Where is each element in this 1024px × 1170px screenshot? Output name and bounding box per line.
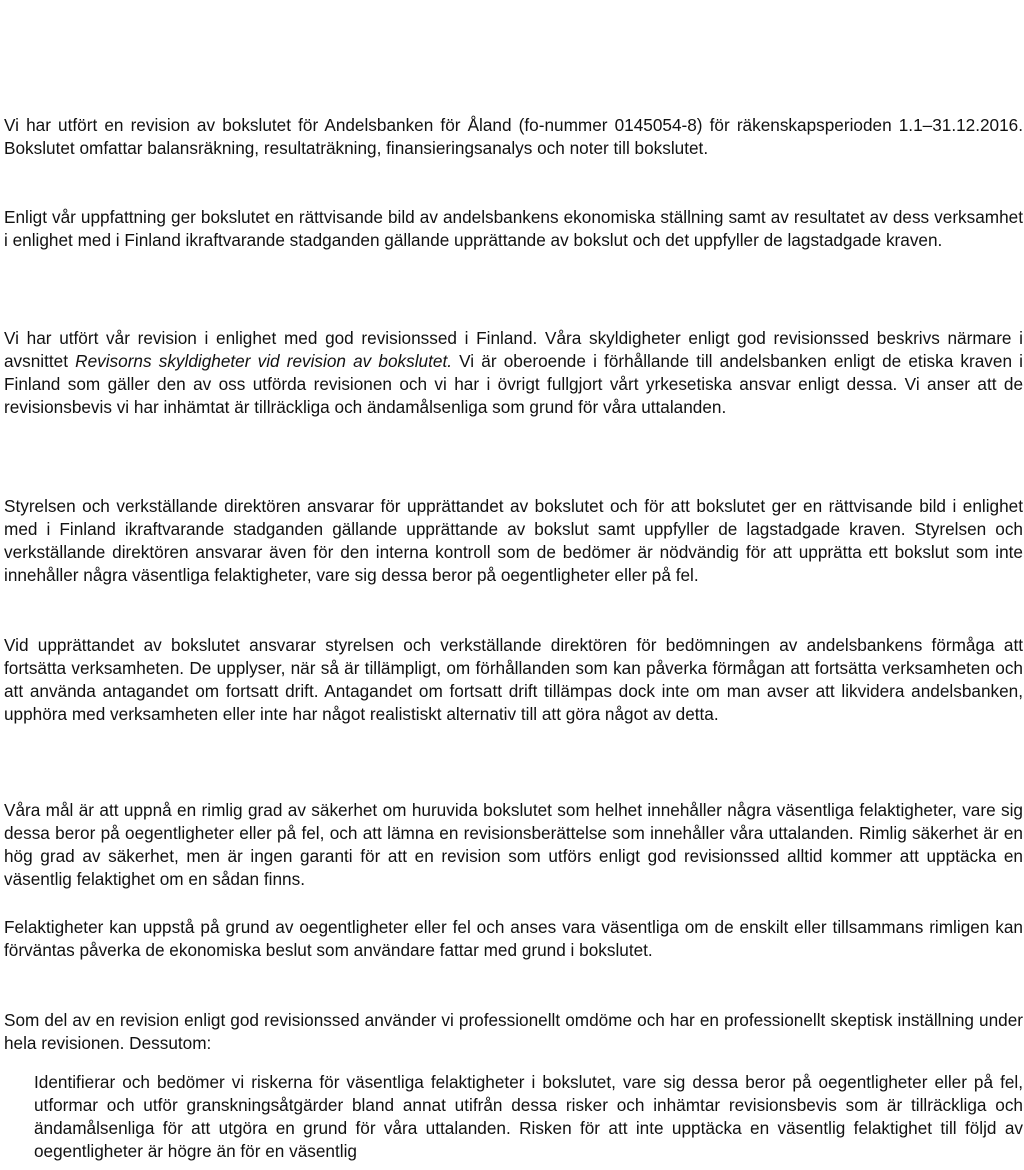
paragraph-basis-section-reference: Revisorns skyldigheter vid revision av bokslutet. (75, 351, 452, 371)
paragraph-opinion: Enligt vår uppfattning ger bokslutet en rättvisande bild av andelsbankens ekonomiska ställning samt av resultatet av dess verksamhet i enlighet med i Finland ikraftvarande stadganden gällande upprättande av bokslut och det uppfyller de lagstadgade kraven. (4, 207, 1023, 250)
paragraph-professional-judgement: Som del av en revision enligt god revisionssed använder vi professionellt omdöme och har en professionellt skeptisk inställning under hela revisionen. Dessutom: (4, 1010, 1023, 1053)
paragraph-basis (4, 327, 1023, 419)
list-item: Identifierar och bedömer vi riskerna för väsentliga felaktigheter i bokslutet, vare sig dessa beror på oegentligheter eller på fel, utformar och utför granskningsåtgärder bland annat utifrån dessa risker och inhämtar revisionsbevis som är tillräckliga och ändamålsenliga för att utgöra en grund för våra uttalanden. Risken för att inte upptäcka en väsentlig felaktighet till följd av oegentligheter är högre än för en väsentlig (34, 1072, 1023, 1161)
paragraph-scope: Vi har utfört en revision av bokslutet för Andelsbanken för Åland (fo-nummer 0145054-8) för räkenskapsperioden 1.1–31.12.2016. Bokslutet omfattar balansräkning, resultaträkning, finansieringsanalys och noter till bokslutet. (4, 115, 1023, 158)
paragraph-board-responsibility: Styrelsen och verkställande direktören ansvarar för upprättandet av bokslutet och för att bokslutet ger en rättvisande bild i enlighet med i Finland ikraftvarande stadganden gällande upprättande av bokslut samt uppfyller de lagstadgade kraven. Styrelsen och verkställande direktören ansvarar även för den interna kontroll som de bedömer är nödvändig för att upprätta ett bokslut som inte innehåller några väsentliga felaktigheter, vare sig dessa beror på oegentligheter eller på fel. (4, 496, 1023, 585)
paragraph-auditor-objectives: Våra mål är att uppnå en rimlig grad av säkerhet om huruvida bokslutet som helhet innehåller några väsentliga felaktigheter, vare sig dessa beror på oegentligheter eller på fel, och att lämna en revisionsberättelse som innehåller våra uttalanden. Rimlig säkerhet är en hög grad av säkerhet, men är ingen garanti för att en revision som utförs enligt god revisionssed alltid kommer att upptäcka en väsentlig felaktighet om en sådan finns. (4, 800, 1023, 889)
paragraph-basis-text-2: Vi är oberoende i förhållande till andelsbanken enligt de etiska kraven i Finland som gäller den av oss utförda revisionen och vi har i övrigt fullgjort vårt yrkesetiska ansvar enligt dessa. Vi anser att de revisionsbevis vi har inhämtat är tillräckliga och ändamålsenliga som grund för våra uttalanden. (4, 351, 1023, 417)
auditor-procedures-list (34, 1071, 1023, 1163)
paragraph-basis-text-1: Vi har utfört vår revision i enlighet med god revisionssed i Finland. Våra skyldigheter enligt god revisionssed beskrivs närmare i avsnittet (4, 328, 1023, 371)
paragraph-misstatements: Felaktigheter kan uppstå på grund av oegentligheter eller fel och anses vara väsentliga om de enskilt eller tillsammans rimligen kan förväntas påverka de ekonomiska beslut som användare fattar med grund i bokslutet. (4, 917, 1023, 960)
paragraph-going-concern: Vid upprättandet av bokslutet ansvarar styrelsen och verkställande direktören för bedömningen av andelsbankens förmåga att fortsätta verksamheten. De upplyser, när så är tillämpligt, om förhållanden som kan påverka förmågan att fortsätta verksamheten och att använda antagandet om fortsatt drift. Antagandet om fortsatt drift tillämpas dock inte om man avser att likvidera andelsbanken, upphöra med verksamheten eller inte har något realistiskt alternativ till att göra något av detta. (4, 635, 1023, 724)
